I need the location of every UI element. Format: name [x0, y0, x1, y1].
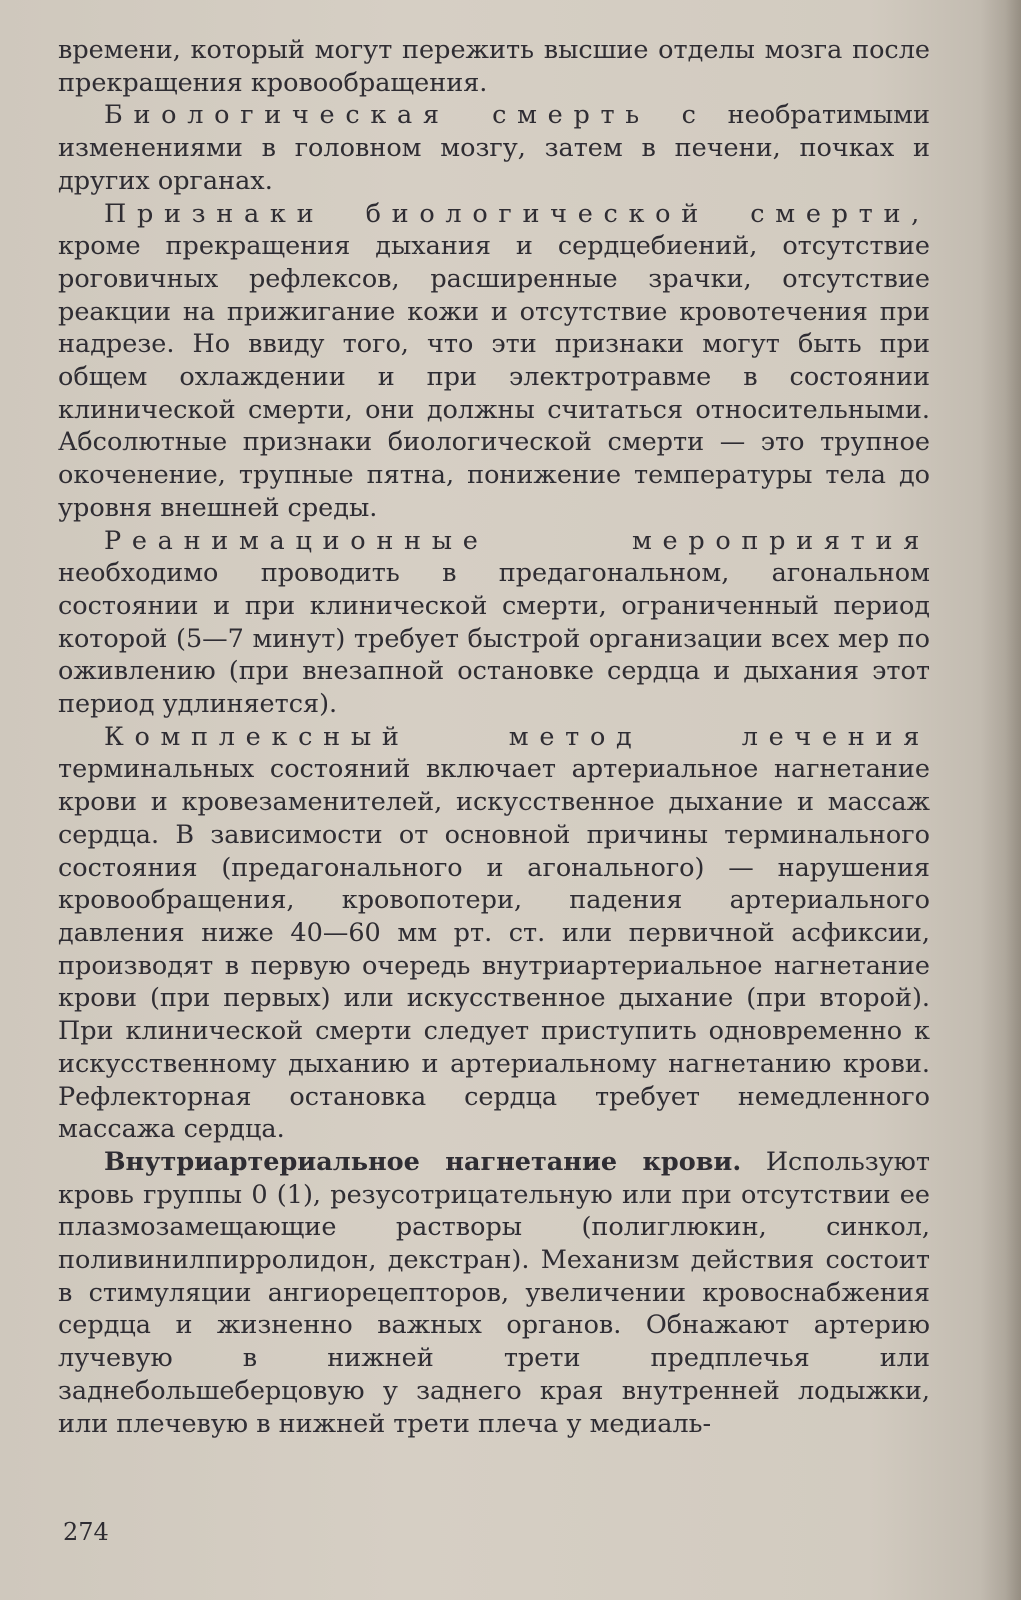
paragraph-text: времени, который могут пережить высшие отделы мозга после прекращения кровообращения.	[58, 35, 930, 98]
paragraph-biological-death	[58, 99, 930, 197]
paragraph-signs-of-death	[58, 198, 930, 525]
page-gutter-shadow	[981, 0, 1021, 1600]
spaced-term: Биологическая смерть	[104, 100, 650, 131]
page-number: 274	[63, 1518, 109, 1546]
paragraph-text: кроме прекращения дыхания и сердцебиений, отсутствие роговичных рефлексов, расширенные зрачки, отсутствие реакции на прижигание кожи и отсутствие кровотечения при надрезе. Но ввиду того, что эти признаки могут быть при общем охлаждении и при электротравме в состоянии клинической смерти, они должны считаться относительными. Абсолютные признаки биологической смерти — это трупное окоченение, трупные пятна, понижение температуры тела до уровня внешней среды.	[58, 231, 930, 523]
paragraph-complex-method	[58, 721, 930, 1146]
bold-heading: Внутриартериальное нагнетание крови.	[104, 1146, 742, 1177]
paragraph-text: терминальных состояний включает артериальное нагнетание крови и кровезаменителей, искусственное дыхание и массаж сердца. В зависимости от основной причины терминального состояния (предагонального и агонального) — нарушения кровообращения, кровопотери, падения артериального давления ниже 40—60 мм рт. ст. или первичной асфиксии, производят в первую очередь внутриартериальное нагнетание крови (при первых) или искусственное дыхание (при второй). При клинической смерти следует приступить одновременно к искусственному дыханию и артериальному нагнетанию крови. Рефлекторная остановка сердца требует немедленного массажа сердца.	[58, 754, 930, 1145]
paragraph-text: с необратимыми изменениями в головном мозгу, затем в печени, почках и других органах.	[58, 100, 931, 196]
paragraph-text: Используют кровь группы 0 (1), резусотрицательную или при отсутствии ее плазмозамещающие растворы (полиглюкин, синкол, поливинилпирролидон, декстран). Механизм действия состоит в стимуляции ангиорецепторов, увеличении кровоснабжения сердца и жизненно важных органов. Обнажают артерию лучевую в нижней трети предплечья или заднебольшеберцовую у заднего края внутренней лодыжки, или плечевую в нижней трети плеча у медиаль-	[58, 1146, 930, 1439]
spaced-term: Комплексный метод лечения	[104, 721, 930, 752]
body-text	[58, 34, 930, 1440]
paragraph-text: необходимо проводить в предагональном, агональном состоянии и при клинической смерти, ограниченный период которой (5—7 минут) требует быстрой организации всех мер по оживлению (при внезапной остановке сердца и дыхания этот период удлиняется).	[58, 558, 930, 720]
spaced-term: Реанимационные мероприятия	[104, 525, 930, 556]
paragraph-resuscitation	[58, 525, 930, 721]
paragraph-intraarterial-injection	[58, 1146, 930, 1440]
spaced-term: Признаки биологической смерти,	[104, 198, 930, 229]
paragraph-continuation	[58, 34, 930, 99]
